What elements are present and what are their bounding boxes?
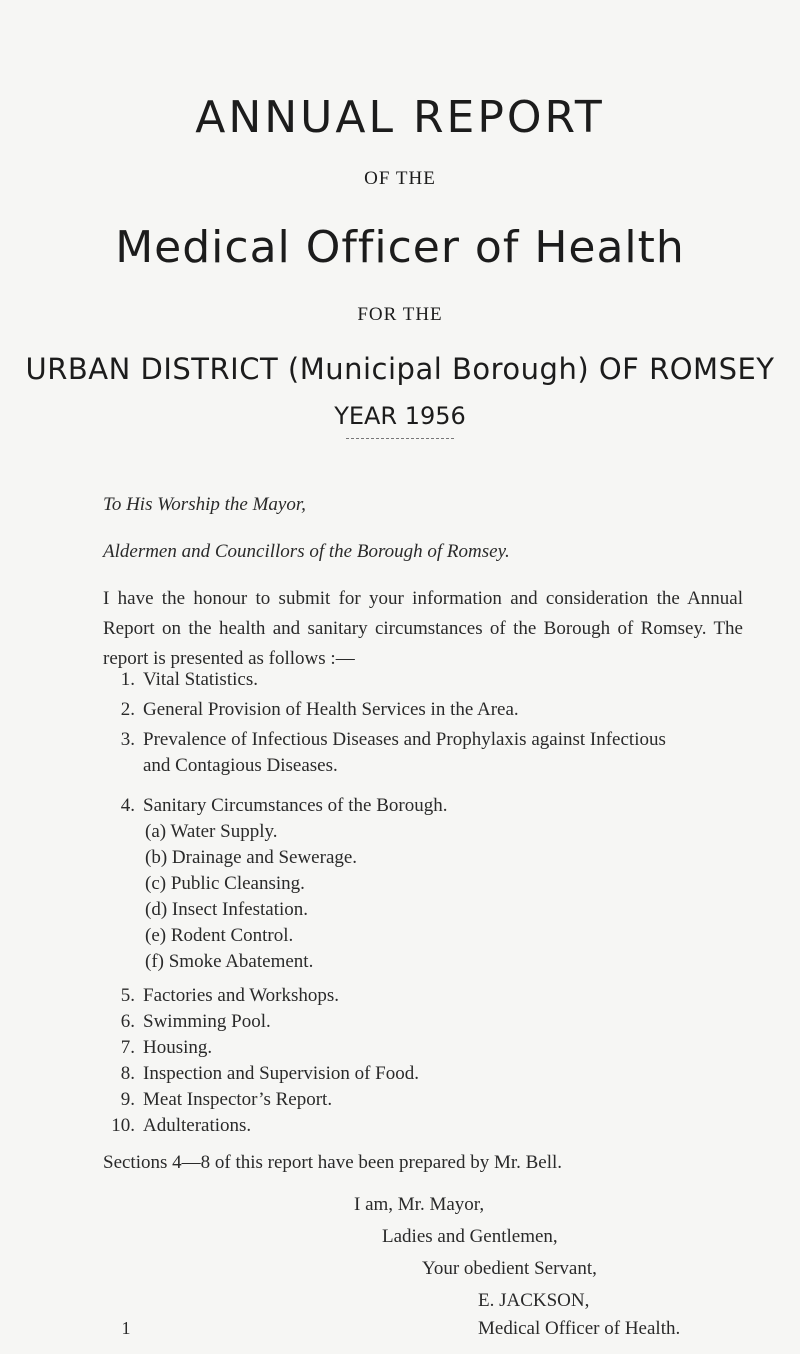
report-subtitle-of-the: OF THE [364,168,436,189]
report-page: ANNUAL REPORT OF THE Medical Officer of Health FOR THE URBAN DISTRICT (Municipal Borough) OF ROMSEY YEAR 1956 To His Worship the Mayor, Aldermen and Councillors of the Borough of Romsey. I have the honour to submit for your information and consideration the Annual Report on the health and sanitary circumstances of the Borough of Romsey. The report is presented as follows :— 1. Vital Statistics. 2. General Provision of Health Services in the Area. 3. Prevalence of Infectious Diseases and Prophylaxis against Infectious and Contagious Diseases. 4. Sanitary Circumstances of the Borough. (a) Water Supply. (b) Drainage and Sewerage. (c) Public Cleansing. (d) Insect Infestation. (e) Rodent Control. (f) Smoke Abatement. 5. Factories and Workshops. 6. Swimming Pool. 7. Housing. 8. Inspection and Supervision of Food. 9. Meat Inspector’s Report. 10. Adulterations. Sections 4—8 of this report have been prepared by Mr. Bell. I am, Mr. Mayor, Ladies and Gentlemen, Your obedient Servant, E. JACKSON, Medical Officer of Health. 1 [0,0,800,1354]
signatory-title: Medical Officer of Health. [478,1318,681,1339]
salutation-line-1: To His Worship the Mayor, [103,494,306,515]
signoff-line-3: Your obedient Servant, [422,1258,597,1279]
signoff-line-1: I am, Mr. Mayor, [354,1194,485,1215]
signoff-line-2: Ladies and Gentlemen, [382,1226,558,1247]
signatory-name: E. JACKSON, [478,1290,590,1311]
report-year: YEAR 1956 [334,402,466,430]
report-subtitle-for-the: FOR THE [357,304,443,325]
sections-note: Sections 4—8 of this report have been prepared by Mr. Bell. [103,1152,563,1173]
salutation-line-2: Aldermen and Councillors of the Borough of Romsey. [103,541,510,562]
page-number: 1 [121,1318,131,1338]
report-heading-district: URBAN DISTRICT (Municipal Borough) OF ROMSEY [25,352,775,386]
intro-paragraph: I have the honour to submit for your information and consideration the Annual Report on the health and sanitary circumstances of the Borough of Romsey. The report is presented as follows :— [103,588,743,669]
report-title: ANNUAL REPORT [195,92,605,143]
year-underline [346,438,454,439]
report-heading-officer: Medical Officer of Health [115,222,685,273]
